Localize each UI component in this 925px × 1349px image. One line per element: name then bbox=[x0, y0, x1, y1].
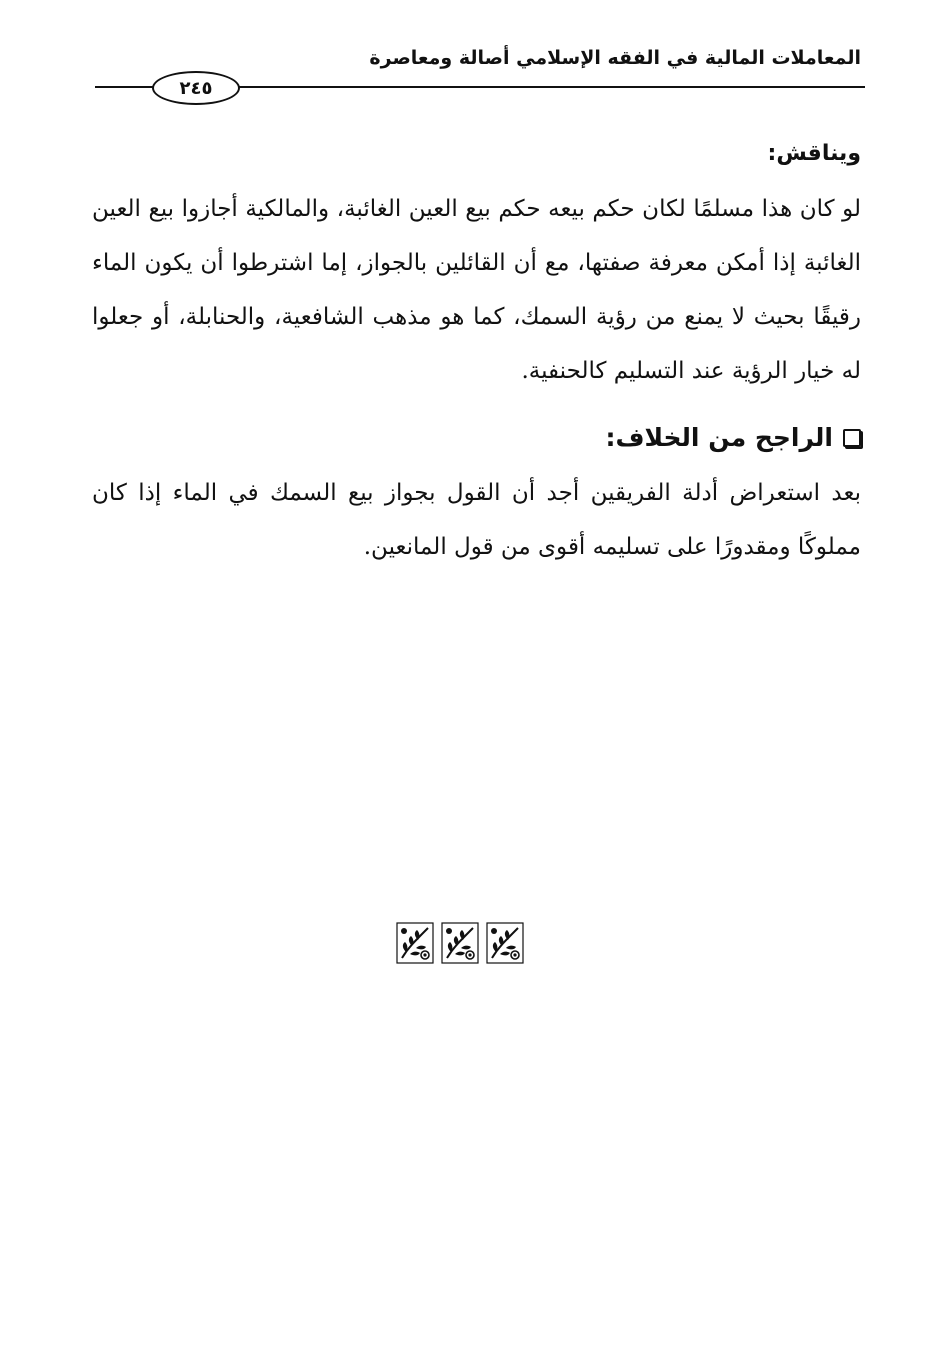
page-number-badge: ٢٤٥ bbox=[152, 71, 240, 105]
square-bullet-icon bbox=[843, 429, 861, 447]
section-heading bbox=[92, 412, 861, 464]
running-title: المعاملات المالية في الفقه الإسلامي أصالة ومعاصرة bbox=[369, 47, 861, 69]
conclusion-paragraph: بعد استعراض أدلة الفريقين أجد أن القول بجواز بيع السمك في الماء إذا كان مملوكًا ومقدورًا على تسليمه أقوى من قول المانعين. bbox=[92, 480, 861, 560]
floral-ornament-icon bbox=[441, 922, 479, 964]
floral-ornament-icon bbox=[486, 922, 524, 964]
section-heading-text: الراجح من الخلاف: bbox=[605, 423, 833, 452]
objection-label: ويناقش: bbox=[767, 141, 861, 166]
floral-ornament-icon bbox=[396, 922, 434, 964]
page-content bbox=[92, 132, 861, 574]
floral-ornament bbox=[396, 922, 524, 968]
objection-paragraph: لو كان هذا مسلمًا لكان حكم بيعه حكم بيع العين الغائبة، والمالكية أجازوا بيع العين الغائبة إذا أمكن معرفة صفتها، مع أن القائلين بالجواز، إما اشترطوا أن يكون الماء رقيقًا بحيث لا يمنع من رؤية السمك، كما هو مذهب الشافعية، والحنابلة، أو جعلوا له خيار الرؤية عند التسليم كالحنفية. bbox=[92, 196, 861, 384]
